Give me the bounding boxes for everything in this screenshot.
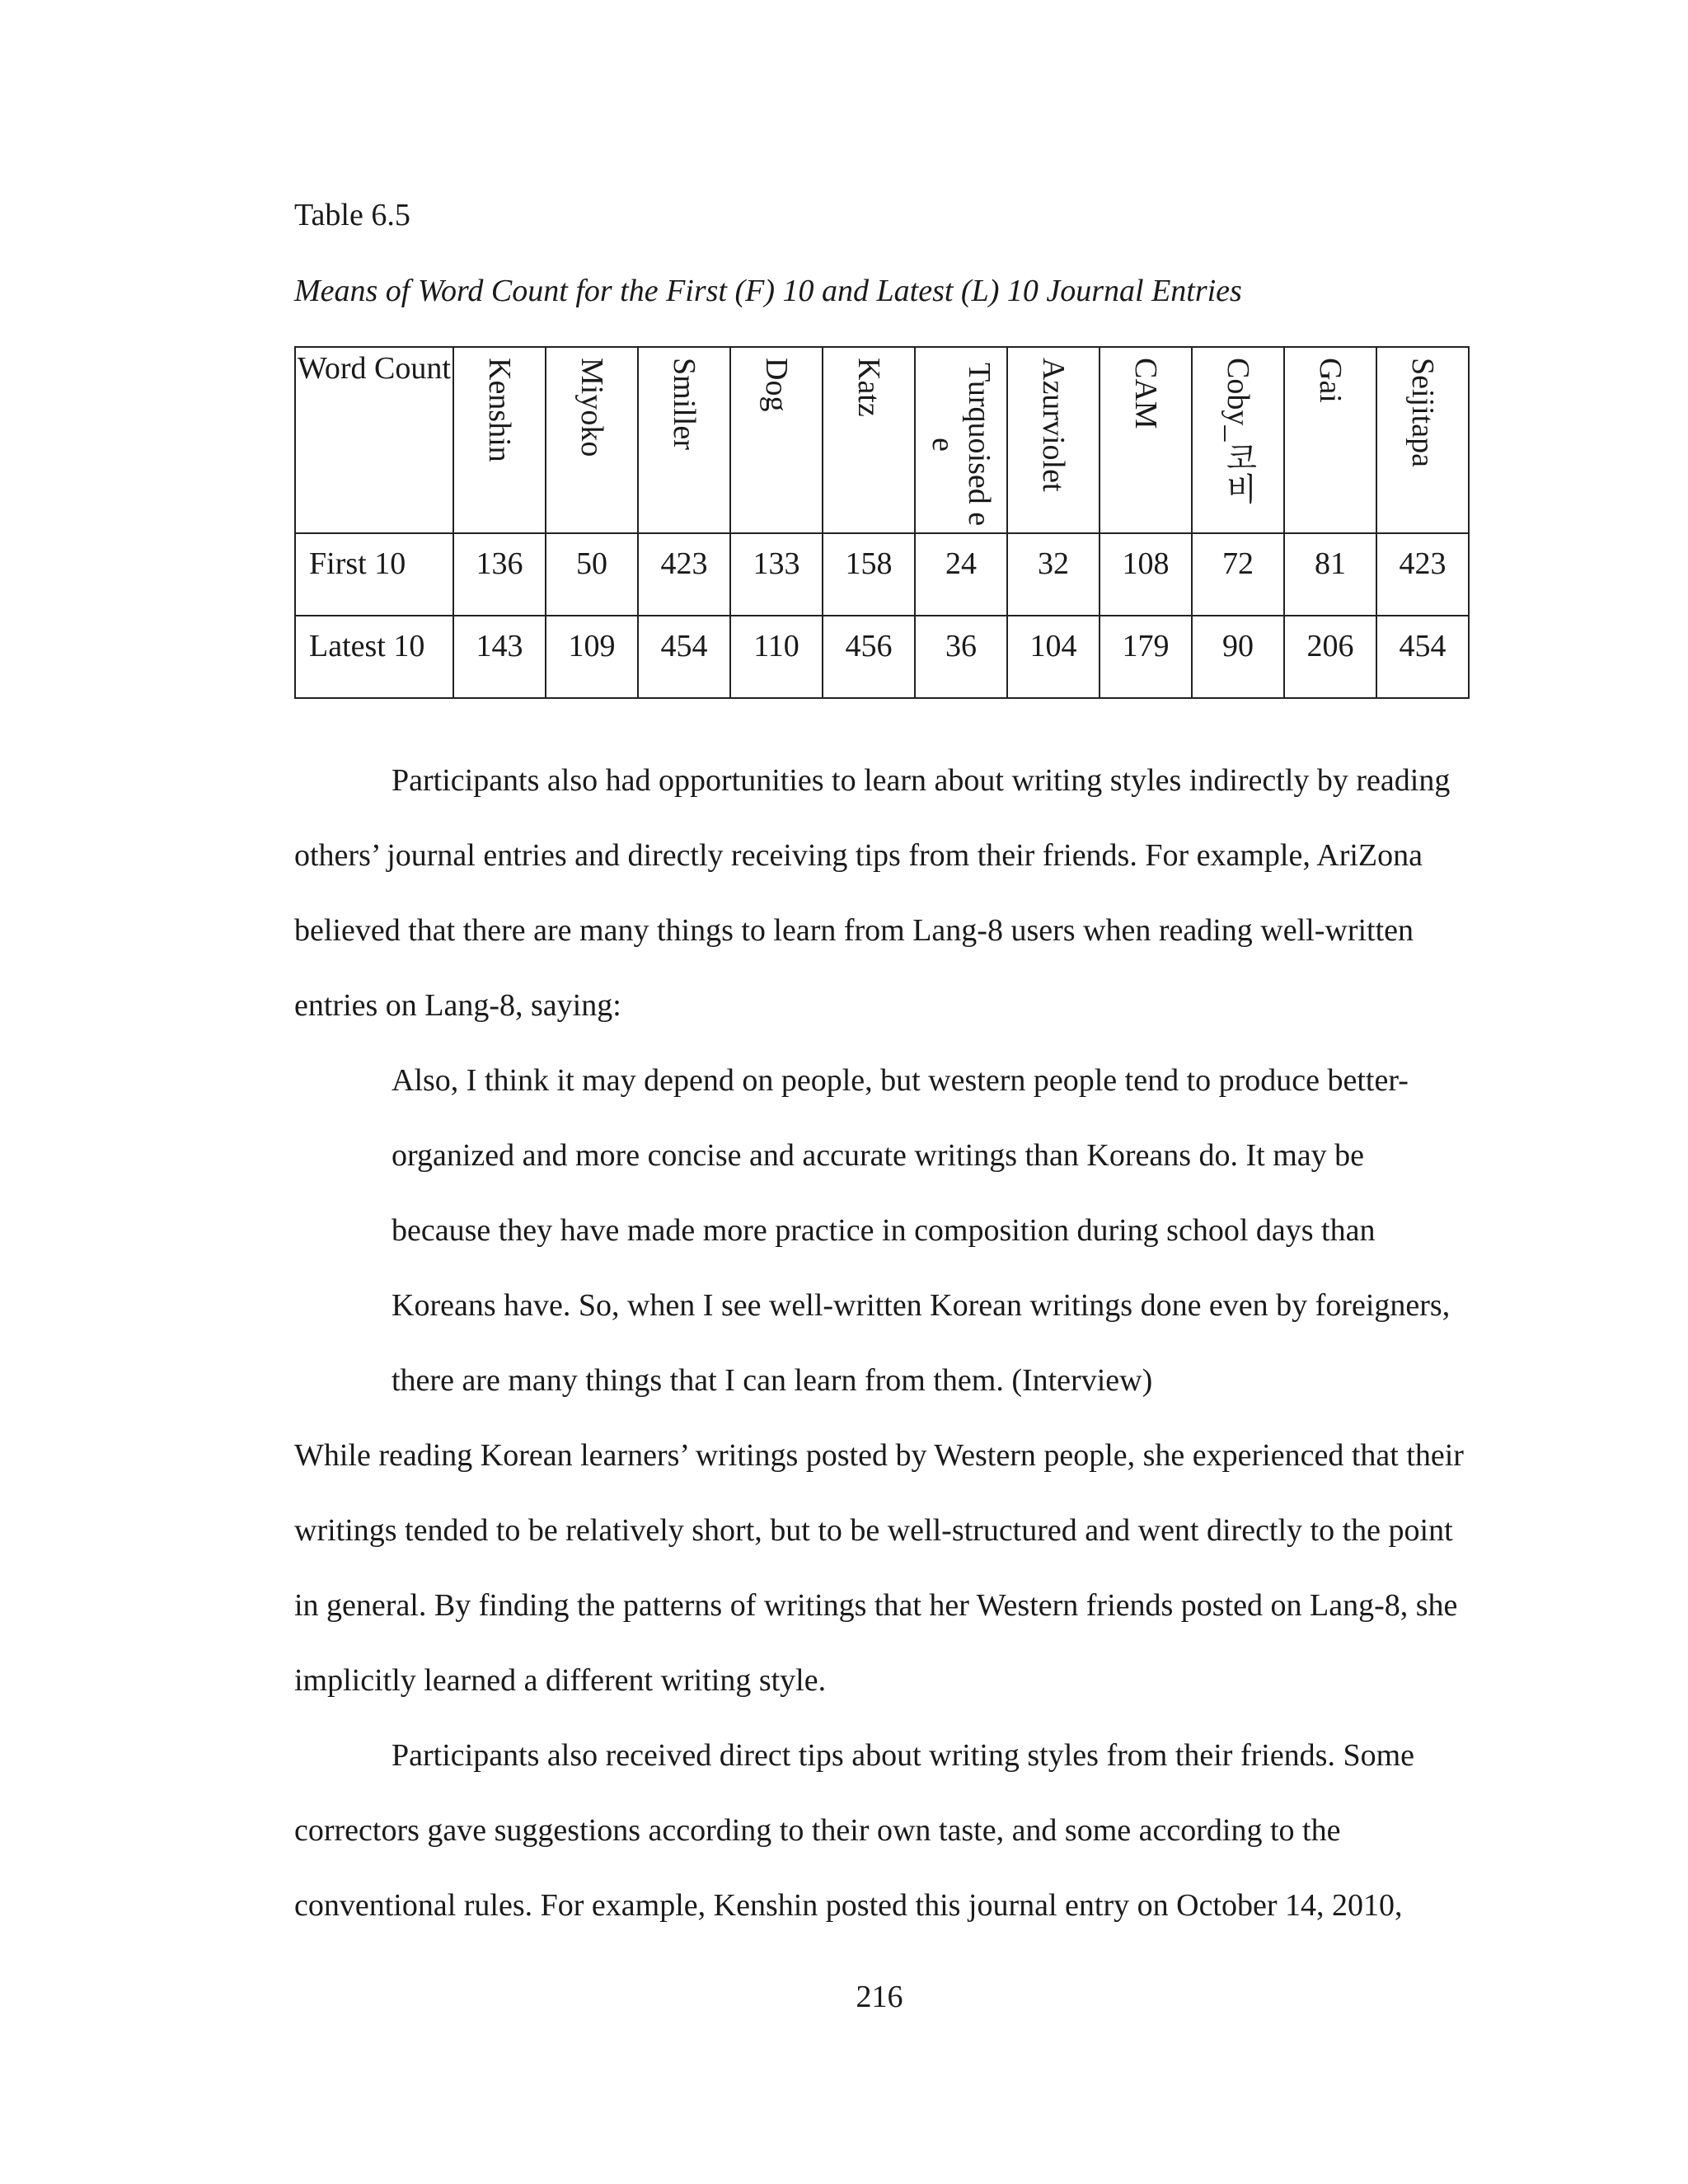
corner-header: Word Count [295, 347, 453, 533]
table-row [295, 533, 1469, 616]
table-cell: 133 [730, 533, 823, 616]
word-count-table [294, 346, 1470, 699]
table-cell: 158 [823, 533, 915, 616]
column-header: Seijitapa [1376, 347, 1469, 533]
table-cell: 206 [1284, 616, 1376, 698]
table-cell: 24 [915, 533, 1007, 616]
table-cell: 454 [638, 616, 730, 698]
body-paragraph: While reading Korean learners’ writings posted by Western people, she experienced that their writings tended to be relatively short, but to be well-structured and went directly to the point in general. By finding the patterns of writings that her Western friends posted on Lang-8, she implicitly learned a different writing style. [294, 1438, 1464, 1698]
table-cell: 423 [1376, 533, 1469, 616]
row-label: Latest 10 [295, 616, 453, 698]
table-cell: 179 [1100, 616, 1192, 698]
table-cell: 110 [730, 616, 823, 698]
table-cell: 109 [546, 616, 638, 698]
body-paragraph: Participants also received direct tips about writing styles from their friends. Some correctors gave suggestions according to their own taste, and some according to the conventional rules. For example, Kenshin posted this journal entry on October 14, 2010, [294, 1738, 1415, 1923]
column-header: Gai [1284, 347, 1376, 533]
table-cell: 36 [915, 616, 1007, 698]
table-label: Table 6.5 [294, 198, 410, 232]
table-cell: 423 [638, 533, 730, 616]
table-cell: 143 [453, 616, 546, 698]
table-title: Means of Word Count for the First (F) 10 and Latest (L) 10 Journal Entries [294, 274, 1242, 308]
column-header: Katz [823, 347, 915, 533]
table-cell: 108 [1100, 533, 1192, 616]
column-header: Kenshin [453, 347, 546, 533]
table-cell: 81 [1284, 533, 1376, 616]
row-label: First 10 [295, 533, 453, 616]
column-header: Smiller [638, 347, 730, 533]
column-header: CAM [1100, 347, 1192, 533]
column-header: Coby_코비 [1192, 347, 1284, 533]
body-paragraph: Participants also had opportunities to learn about writing styles indirectly by reading others’ journal entries and directly receiving tips from their friends. For example, AriZona believed that there are many things to learn from Lang-8 users when reading well-written entries on Lang-8, saying: [294, 763, 1451, 1023]
table-cell: 136 [453, 533, 546, 616]
table-cell: 456 [823, 616, 915, 698]
table-cell: 90 [1192, 616, 1284, 698]
table-row [295, 616, 1469, 698]
table-header-row [295, 347, 1469, 533]
page-number: 216 [856, 1980, 903, 2014]
table-cell: 72 [1192, 533, 1284, 616]
table-cell: 454 [1376, 616, 1469, 698]
table-cell: 32 [1007, 533, 1100, 616]
column-header: Azurviolet [1007, 347, 1100, 533]
table-cell: 104 [1007, 616, 1100, 698]
block-quote: Also, I think it may depend on people, but western people tend to produce better-organized and more concise and accurate writings than Koreans do. It may be because they have made more practice in composition during school days than Koreans have. So, when I see well-written Korean writings done even by foreigners, there are many things that I can learn from them. (Interview) [392, 1063, 1451, 1398]
table-cell: 50 [546, 533, 638, 616]
column-header: Dog [730, 347, 823, 533]
column-header: Turquoised ee [915, 347, 1007, 533]
column-header: Miyoko [546, 347, 638, 533]
